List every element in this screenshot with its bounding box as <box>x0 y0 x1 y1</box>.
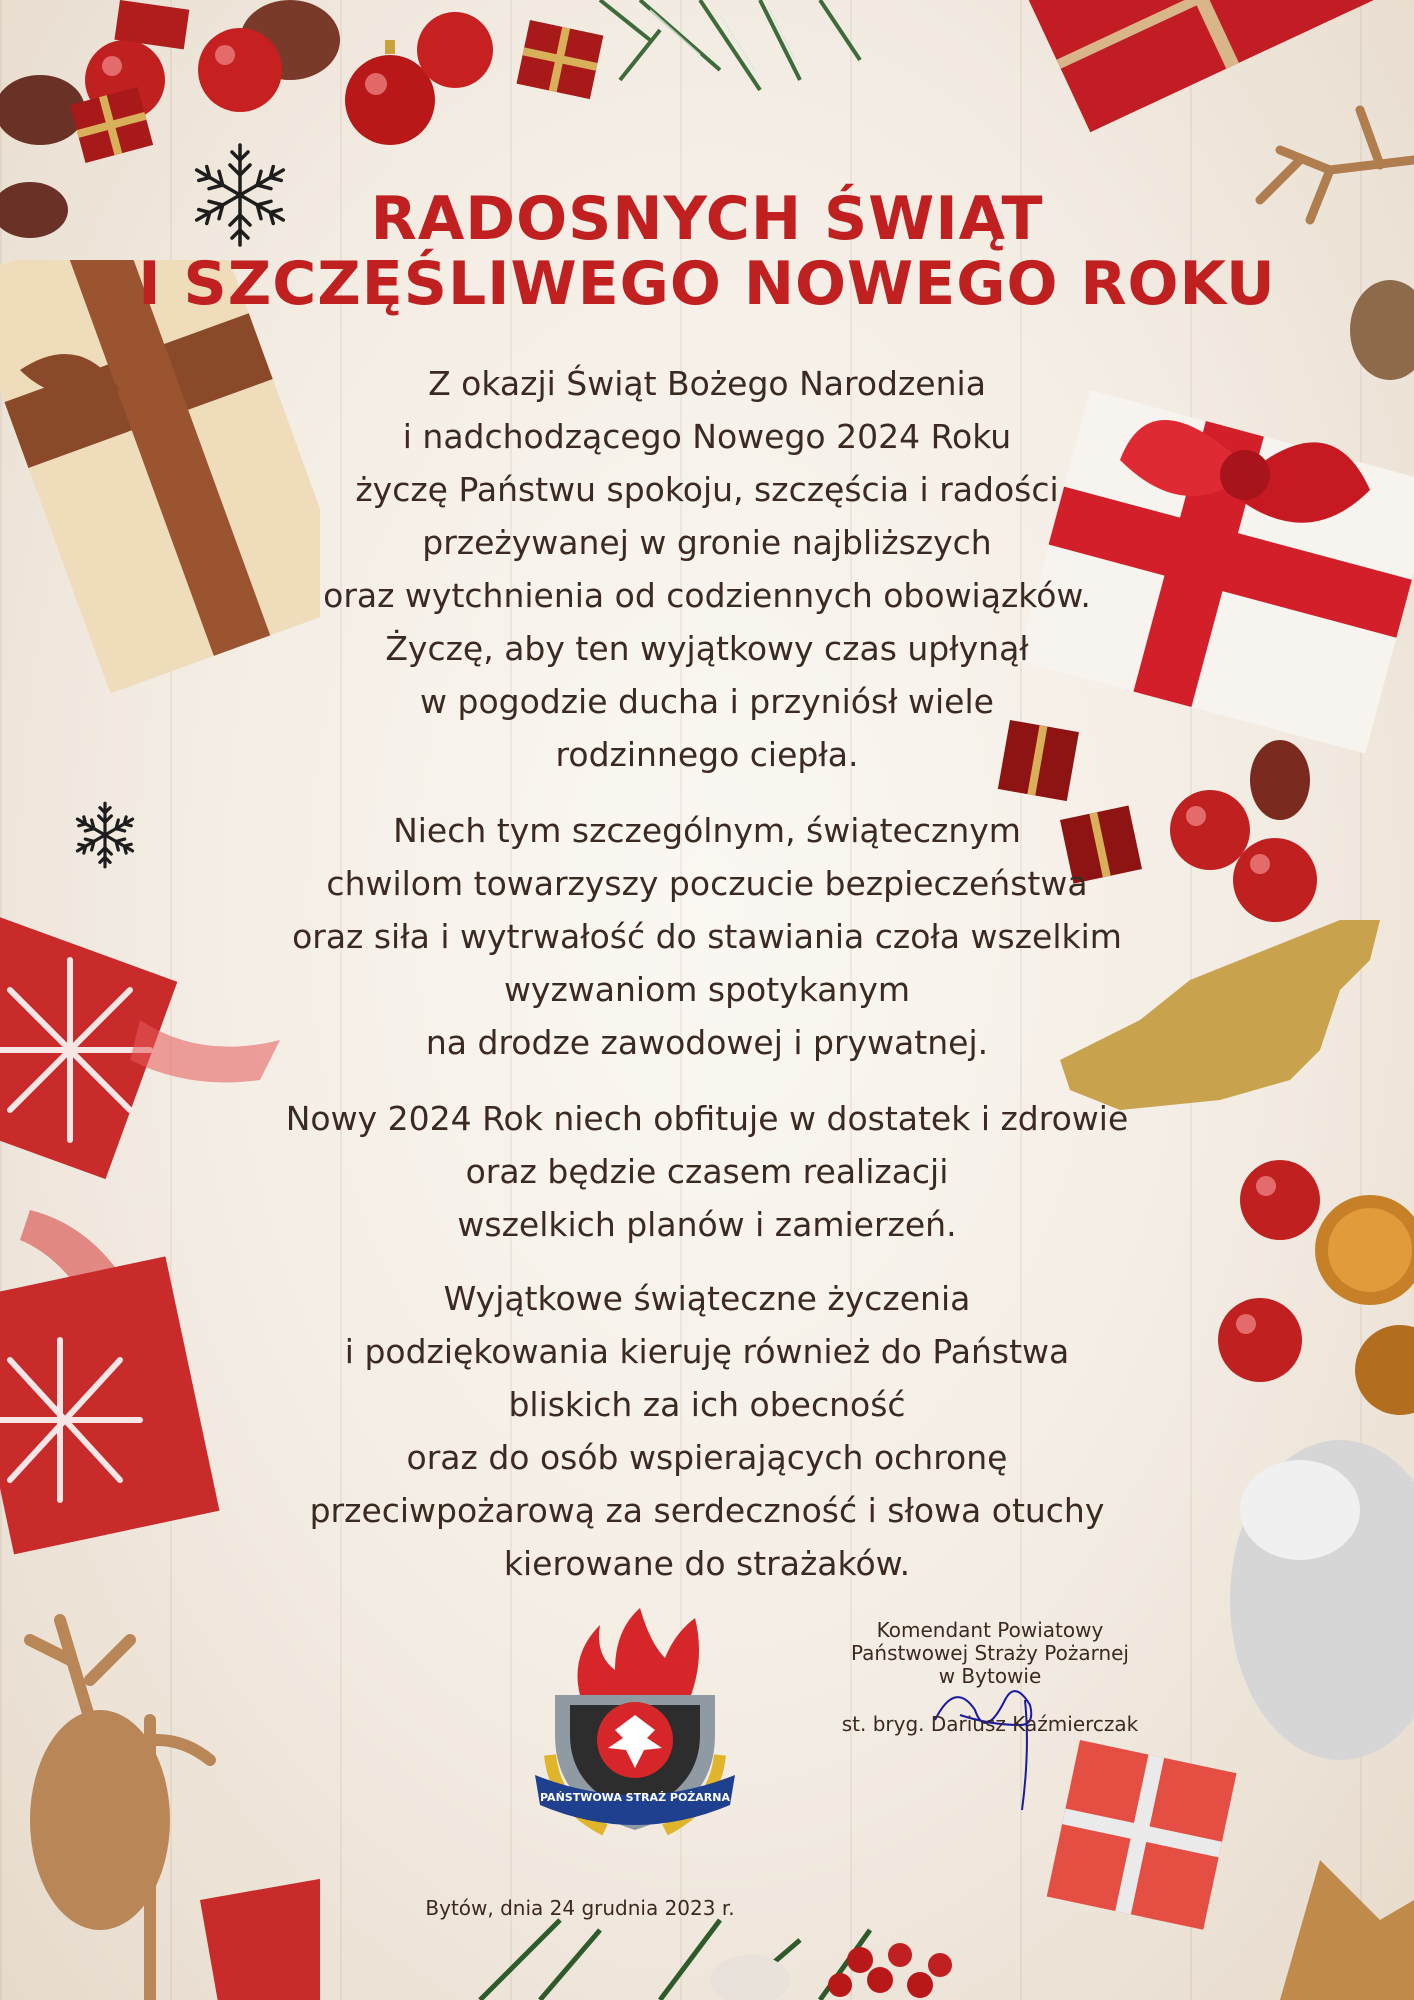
text-line: Z okazji Świąt Bożego Narodzenia <box>428 364 986 403</box>
text-line: i podziękowania kieruję również do Państwa <box>344 1332 1070 1371</box>
handwritten-signature <box>925 1670 1055 1815</box>
text-line: Życzę, aby ten wyjątkowy czas upłynął <box>385 629 1029 668</box>
text-line: oraz do osób wspierających ochronę <box>406 1438 1008 1477</box>
snowflake-icon <box>70 800 140 870</box>
commander-name: st. bryg. Dariusz Kaźmierczak <box>841 1712 1139 1736</box>
greeting-paragraph-1 <box>160 357 1254 781</box>
text-line: i nadchodzącego Nowego 2024 Roku <box>402 417 1012 456</box>
fire-service-emblem <box>530 1605 740 1845</box>
emblem-banner-text: PAŃSTWOWA STRAŻ POŻARNA <box>540 1791 730 1804</box>
signature-title-line-1: Komendant Powiatowy <box>876 1618 1104 1642</box>
greeting-title-line-1: RADOSNYCH ŚWIĄT <box>370 184 1044 254</box>
text-line: Wyjątkowe świąteczne życzenia <box>443 1279 971 1318</box>
greeting-paragraph-4 <box>160 1272 1254 1590</box>
text-line: Niech tym szczególnym, świątecznym <box>393 811 1021 850</box>
greeting-title-line-2: I SZCZĘŚLIWEGO NOWEGO ROKU <box>138 249 1276 319</box>
text-line: oraz będzie czasem realizacji <box>465 1152 949 1191</box>
signature-title-line-3: w Bytowie <box>938 1664 1042 1688</box>
greeting-paragraph-2 <box>160 804 1254 1069</box>
text-line: chwilom towarzyszy poczucie bezpieczeństwa <box>326 864 1088 903</box>
text-line: oraz wytchnienia od codziennych obowiązków. <box>323 576 1091 615</box>
signature-title-line-2: Państwowej Straży Pożarnej <box>851 1641 1129 1665</box>
text-line: oraz siła i wytrwałość do stawiania czoła wszelkim <box>292 917 1122 956</box>
text-line: przeżywanej w gronie najbliższych <box>422 523 992 562</box>
date-line: Bytów, dnia 24 grudnia 2023 r. <box>425 1896 735 1920</box>
text-line: w pogodzie ducha i przyniósł wiele <box>420 682 994 721</box>
text-line: wyzwaniom spotykanym <box>503 970 911 1009</box>
bottom-decorations <box>400 1860 1020 2000</box>
text-line: na drodze zawodowej i prywatnej. <box>425 1023 989 1062</box>
text-line: kierowane do strażaków. <box>503 1544 911 1583</box>
text-line: Nowy 2024 Rok niech obfituje w dostatek i zdrowie <box>285 1099 1129 1138</box>
text-line: bliskich za ich obecność <box>508 1385 906 1424</box>
text-line: przeciwpożarową za serdeczność i słowa otuchy <box>309 1491 1105 1530</box>
text-line: życzę Państwu spokoju, szczęścia i radości <box>355 470 1059 509</box>
greeting-paragraph-3 <box>160 1092 1254 1251</box>
text-line: rodzinnego ciepła. <box>555 735 859 774</box>
text-line: wszelkich planów i zamierzeń. <box>457 1205 957 1244</box>
